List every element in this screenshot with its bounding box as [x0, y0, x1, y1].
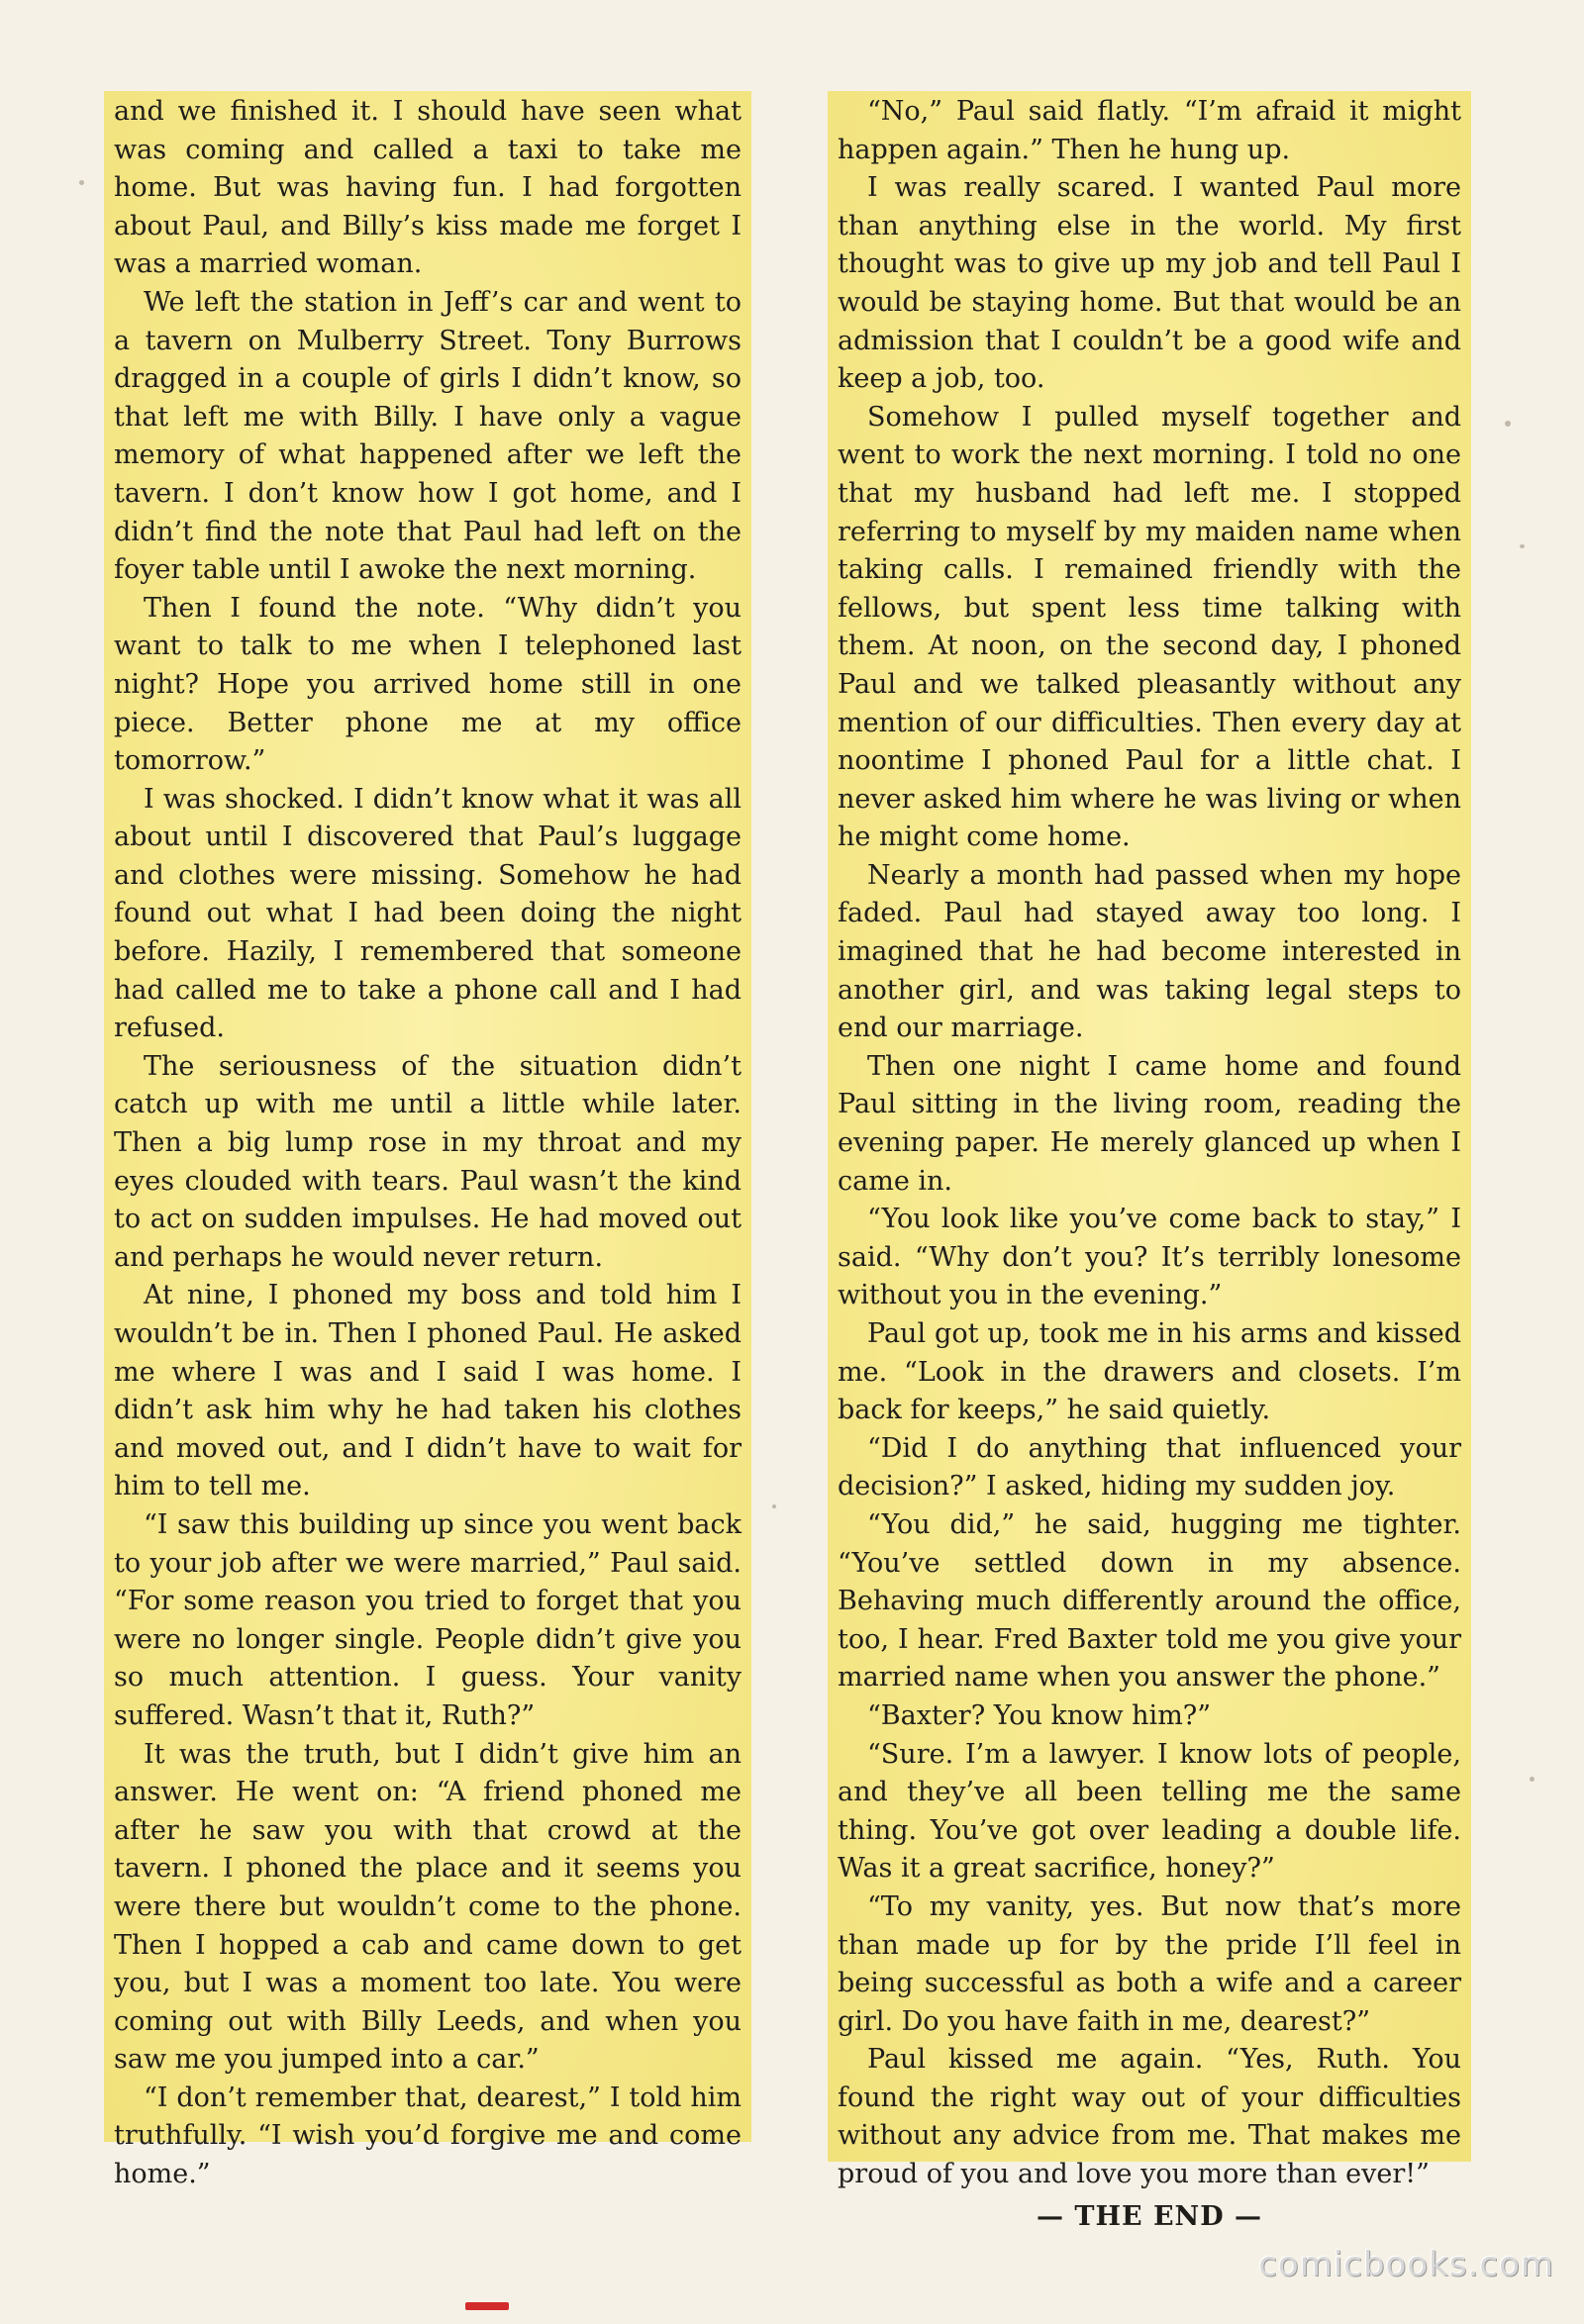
right-paragraph: “Did I do anything that influenced your decision?” I asked, hiding my sudden joy. — [838, 1432, 1461, 1502]
red-print-mark — [465, 2302, 509, 2310]
left-paragraph: We left the station in Jeff’s car and went to a tavern on Mulberry Street. Tony Burrows dragged in a couple of girls I didn’t know, so that left me with Billy. I have only a vague memory of what happened after we left the tavern. I don’t know how I got home, and I didn’t find the note that Paul had left on the foyer table until I awoke the next morning. — [114, 286, 742, 586]
paper-speck — [1505, 421, 1511, 427]
site-watermark: comicbooks.com — [1258, 2245, 1554, 2284]
left-paragraph: Then I found the note. “Why didn’t you want to talk to me when I telephoned last night? Hope you arrived home still in one piece. Better phone me at my office tomorrow.” — [114, 592, 742, 777]
right-paragraph: I was really scared. I wanted Paul more than anything else in the world. My first thought was to give up my job and tell Paul I would be staying home. But that would be an admission that I couldn’t be a good wife and keep a job, too. — [838, 172, 1461, 395]
right-paragraph: Somehow I pulled myself together and went to work the next morning. I told no one that my husband had left me. I stopped referring to myself by my maiden name when taking calls. I remained friendly with the fellows, but spent less time talking with them. At noon, on the second day, I phoned Paul and we talked pleasantly without any mention of our difficulties. Then every day at noontime I phoned Paul for a little chat. I never asked him where he was living or when he might come home. — [838, 401, 1461, 853]
right-paragraph: Then one night I came home and found Paul sitting in the living room, reading the evening paper. He merely glanced up when I came in. — [838, 1050, 1461, 1197]
left-paragraph: “I don’t remember that, dearest,” I told him truthfully. “I wish you’d forgive me and come home.” — [114, 2082, 742, 2190]
right-text-column — [828, 91, 1471, 2232]
right-paragraph: “You did,” he said, hugging me tighter. “You’ve settled down in my absence. Behaving much differently around the office, too, I hear. Fred Baxter told me you give your married name when you answer the phone.” — [838, 1508, 1461, 1694]
paper-speck — [79, 180, 84, 185]
left-paragraph: It was the truth, but I didn’t give him an answer. He went on: “A friend phoned me after he saw you with that crowd at the tavern. I phoned the place and it seems you were there but wouldn’t come to the phone. Then I hopped a cab and came down to get you, but I was a moment too late. You were coming out with Billy Leeds, and when you saw me you jumped into a car.” — [114, 1738, 742, 2076]
right-paragraph: Paul kissed me again. “Yes, Ruth. You found the right way out of your difficulties without any advice from me. That makes me proud of you and love you more than ever!” — [838, 2044, 1461, 2190]
right-paragraph: “No,” Paul said flatly. “I’m afraid it might happen again.” Then he hung up. — [838, 96, 1461, 165]
left-paragraph: and we finished it. I should have seen what was coming and called a taxi to take me home. But was having fun. I had forgotten about Paul, and Billy’s kiss made me forget I was a married woman. — [114, 96, 742, 280]
right-paragraph: Paul got up, took me in his arms and kissed me. “Look in the drawers and closets. I’m back for keeps,” he said quietly. — [838, 1318, 1461, 1426]
left-text-column — [104, 91, 751, 2190]
left-paragraph: The seriousness of the situation didn’t catch up with me until a little while later. Then a big lump rose in my throat and my eyes clouded with tears. Paul wasn’t the kind to act on sudden impulses. He had moved out and perhaps he would never return. — [114, 1050, 742, 1273]
right-paragraph: “Baxter? You know him?” — [867, 1699, 1212, 1731]
right-paragraph: Nearly a month had passed when my hope faded. Paul had stayed away too long. I imagined that he had become interested in another girl, and was taking legal steps to end our marriage. — [838, 859, 1461, 1044]
paper-speck — [1530, 1777, 1534, 1782]
right-paragraph: “Sure. I’m a lawyer. I know lots of people, and they’ve all been telling me the same thing. You’ve got over leading a double life. Was it a great sacrifice, honey?” — [838, 1738, 1461, 1885]
left-paragraph: At nine, I phoned my boss and told him I wouldn’t be in. Then I phoned Paul. He asked me where I was and I said I was home. I didn’t ask him why he had taken his clothes and moved out, and I didn’t have to wait for him to tell me. — [114, 1280, 742, 1502]
right-paragraph: “To my vanity, yes. But now that’s more than made up for by the pride I’ll feel in being successful as both a wife and a career girl. Do you have faith in me, dearest?” — [838, 1890, 1461, 2037]
right-paragraph: “You look like you’ve come back to stay,” I said. “Why don’t you? It’s terribly lonesome without you in the evening.” — [838, 1204, 1461, 1311]
paper-speck — [1520, 544, 1525, 548]
left-paragraph: “I saw this building up since you went back to your job after we were married,” Paul said. “For some reason you tried to forget that you were no longer single. People didn’t give you so much attention. I guess. Your vanity suffered. Wasn’t that it, Ruth?” — [114, 1508, 742, 1731]
paper-speck — [772, 1504, 776, 1508]
the-end-label: — THE END — — [1036, 2200, 1263, 2232]
left-paragraph: I was shocked. I didn’t know what it was all about until I discovered that Paul’s luggage and clothes were missing. Somehow he had found out what I had been doing the night before. Hazily, I remembered that someone had called me to take a phone call and I had refused. — [114, 783, 742, 1044]
